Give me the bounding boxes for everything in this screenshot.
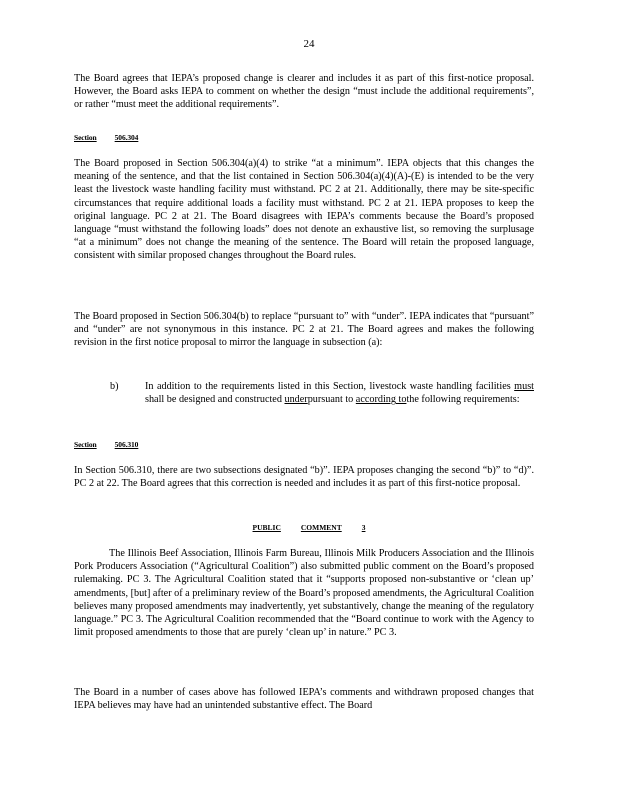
revision-text: In addition to the requirements listed in this Section, livestock waste handling facilities (145, 381, 515, 392)
paragraph-iepa-change: The Board agrees that IEPA’s proposed change is clearer and includes it as part of this first-notice proposal. However, the Board asks IEPA to comment on whether the design “must include the additional requirements”, or rather “must meet the additional requirements”. (74, 73, 534, 111)
revision-text: the following requirements: (406, 394, 520, 406)
heading-word: COMMENT (300, 523, 342, 532)
revision-text: shall be designed and constructed (145, 394, 285, 406)
section-label: Section (74, 133, 97, 142)
revision-underlined-text: according to (355, 394, 407, 406)
section-number: 506.310 (114, 440, 139, 449)
section-heading-506-304 (74, 131, 138, 144)
revision-underlined-text: must (514, 381, 534, 392)
paragraph-subsection-designation: In Section 506.310, there are two subsections designated “b)”. IEPA proposes changing the second “b)” to “d)”. PC 2 at 22. The Board agrees that this correction is needed and includes it as part of this first-notice proposal. (74, 465, 534, 490)
heading-number: 3 (361, 523, 366, 532)
subsection-b-revision (110, 380, 534, 420)
public-comment-heading (0, 521, 618, 534)
subsection-text (145, 380, 534, 406)
subsection-label: b) (110, 381, 119, 392)
section-label: Section (74, 440, 97, 449)
paragraph-agricultural-coalition: The Illinois Beef Association, Illinois Farm Bureau, Illinois Milk Producers Association and the Illinois Pork Producers Association (“Agricultural Coalition”) also submitted public comment on the Board’s proposed rulemaking. PC 3. The Agricultural Coalition stated that it “supports proposed non-substantive or ‘clean up’ amendments, [but] after of a preliminary review of the Board’s proposed amendments, the Agricultural Coalition believes many proposed amendments may inadvertently, yet substantively, change the meaning of the regulatory language.” PC 3. The Agricultural Coalition recommended that the “Board continue to work with the Agency to limit proposed amendments to those that are purely ‘clean up’ in nature.” PC 3. (74, 548, 535, 639)
revision-underlined-text: under (284, 394, 308, 406)
paragraph-pursuant-to: The Board proposed in Section 506.304(b) to replace “pursuant to” with “under”. IEPA indicates that “pursuant” and “under” are not synonymous in this instance. PC 2 at 21. The Board agrees and makes the following revision in the first notice proposal to mirror the language in subsection (a): (74, 311, 534, 349)
revision-text: pursuant to (307, 394, 356, 406)
page-number: 24 (303, 38, 315, 50)
paragraph-board-followed: The Board in a number of cases above has followed IEPA’s comments and withdrawn proposed changes that IEPA believes may have had an unintended substantive effect. The Board (74, 687, 534, 712)
section-heading-506-310 (74, 438, 138, 451)
heading-word: PUBLIC (252, 523, 281, 532)
section-number: 506.304 (114, 133, 139, 142)
paragraph-at-a-minimum: The Board proposed in Section 506.304(a)(4) to strike “at a minimum”. IEPA objects that this changes the meaning of the sentence, and that the list contained in Section 506.304(a)(4)(A)-(E) is intended to be the very least the livestock waste handling facility must withstand. PC 2 at 21. Additionally, there may be site-specific circumstances that require additional loads a facility must withstand. PC 2 at 21. IEPA proposes to keep the original language. PC 2 at 21. The Board disagrees with IEPA’s comments because the Board’s proposed language “must withstand the following loads” does not denote an exhaustive list, so removing the surplusage “at a minimum” does not change the meaning of the sentence. The Board will retain the proposed language, consistent with similar proposed changes throughout the Board rules. (74, 158, 534, 262)
